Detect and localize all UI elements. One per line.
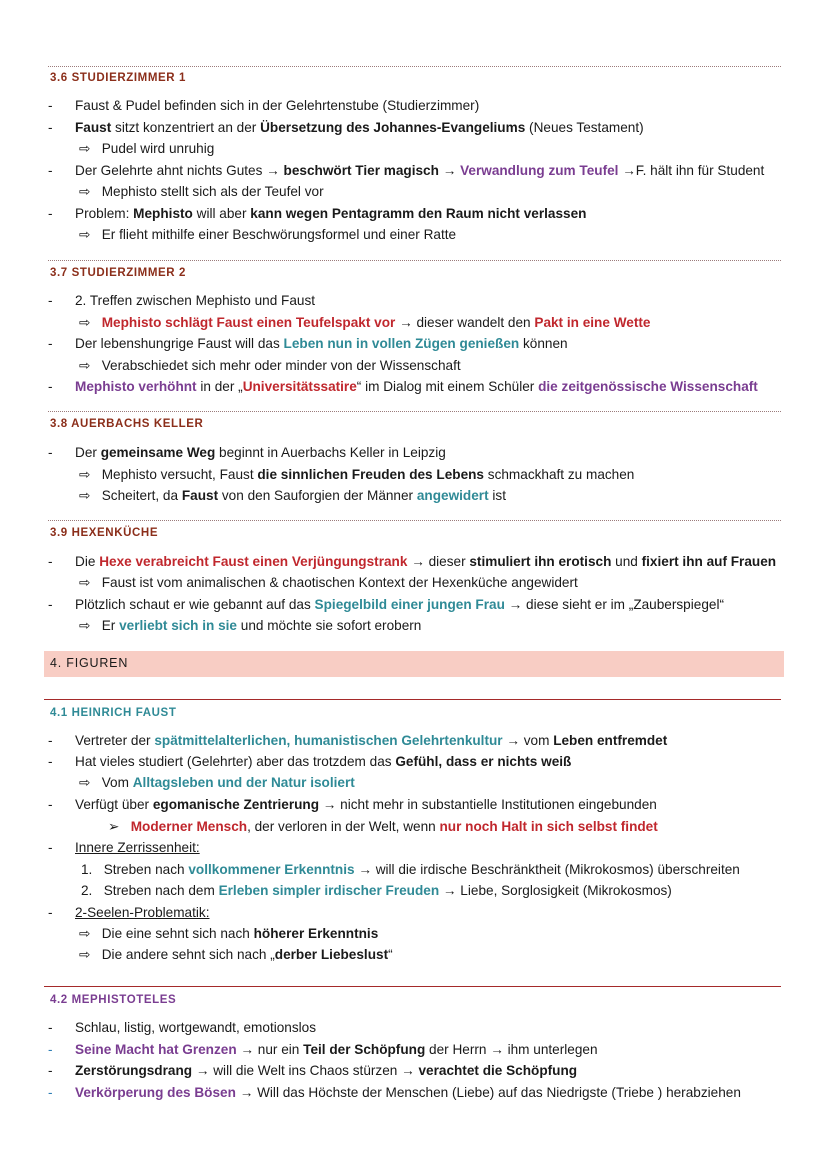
list-item: - Plötzlich schaut er wie gebannt auf das Spiegelbild einer jungen Frau → diese sieht er im „Zauberspiegel“ bbox=[48, 597, 724, 612]
divider bbox=[48, 260, 781, 261]
list-item: - Verkörperung des Bösen → Will das Höchste der Menschen (Liebe) auf das Niedrigste (Triebe ) herabziehen bbox=[48, 1085, 741, 1100]
sub-item: ⇨ Verabschiedet sich mehr oder minder von der Wissenschaft bbox=[79, 358, 461, 373]
numbered-item: 2. Streben nach dem Erleben simpler irdischer Freuden → Liebe, Sorglosigkeit (Mikrokosmos) bbox=[81, 883, 672, 898]
sub-item: ⇨ Er verliebt sich in sie und möchte sie sofort erobern bbox=[79, 618, 422, 633]
arrow-icon: ⇨ bbox=[79, 488, 91, 503]
chapter-title: 4. FIGUREN bbox=[50, 656, 129, 670]
pointer-icon: ➢ bbox=[108, 819, 120, 834]
list-item: - Verfügt über egomanische Zentrierung → nicht mehr in substantielle Institutionen eingebunden bbox=[48, 797, 657, 812]
sub-item: ⇨ Mephisto versucht, Faust die sinnlichen Freuden des Lebens schmackhaft zu machen bbox=[79, 467, 635, 482]
section-heading-3-8: 3.8 AUERBACHS KELLER bbox=[50, 418, 204, 430]
sub-item: ⇨ Die eine sehnt sich nach höherer Erkenntnis bbox=[79, 926, 379, 941]
list-item: - Mephisto verhöhnt in der „Universitätssatire“ im Dialog mit einem Schüler die zeitgenössische Wissenschaft bbox=[48, 379, 758, 394]
arrow-icon: ⇨ bbox=[79, 184, 91, 199]
list-item: - 2. Treffen zwischen Mephisto und Faust bbox=[48, 293, 316, 308]
sub-item: ⇨ Mephisto stellt sich als der Teufel vor bbox=[79, 184, 324, 199]
divider bbox=[48, 520, 781, 521]
numbered-item: 1. Streben nach vollkommener Erkenntnis → will die irdische Beschränktheit (Mikrokosmos) überschreiten bbox=[81, 862, 740, 877]
section-heading-4-2: 4.2 MEPHISTOTELES bbox=[50, 994, 177, 1006]
arrow-icon: ⇨ bbox=[79, 575, 91, 590]
section-heading-4-1: 4.1 HEINRICH FAUST bbox=[50, 707, 177, 719]
list-item: - Innere Zerrissenheit: bbox=[48, 840, 200, 855]
list-item: - Problem: Mephisto will aber kann wegen Pentagramm den Raum nicht verlassen bbox=[48, 206, 587, 221]
sub-item: ⇨ Faust ist vom animalischen & chaotischen Kontext der Hexenküche angewidert bbox=[79, 575, 578, 590]
sub-item: ⇨ Scheitert, da Faust von den Sauforgien der Männer angewidert ist bbox=[79, 488, 506, 503]
divider bbox=[48, 411, 781, 412]
arrow-icon: ⇨ bbox=[79, 358, 91, 373]
arrow-icon: ⇨ bbox=[79, 775, 91, 790]
sub-item: ⇨ Vom Alltagsleben und der Natur isoliert bbox=[79, 775, 355, 790]
sub-item: ⇨ Mephisto schlägt Faust einen Teufelspakt vor → dieser wandelt den Pakt in eine Wette bbox=[79, 315, 651, 330]
list-item: - Schlau, listig, wortgewandt, emotionslos bbox=[48, 1020, 317, 1035]
arrow-icon: ⇨ bbox=[79, 467, 91, 482]
list-item: - 2-Seelen-Problematik: bbox=[48, 905, 210, 920]
section-heading-3-6: 3.6 STUDIERZIMMER 1 bbox=[50, 72, 187, 84]
list-item: - Zerstörungsdrang → will die Welt ins Chaos stürzen → verachtet die Schöpfung bbox=[48, 1063, 578, 1078]
sub-sub-item: ➢ Moderner Mensch, der verloren in der Welt, wenn nur noch Halt in sich selbst findet bbox=[108, 819, 658, 834]
divider bbox=[44, 986, 781, 987]
chapter-band-figuren bbox=[44, 651, 784, 677]
list-item: - Vertreter der spätmittelalterlichen, humanistischen Gelehrtenkultur → vom Leben entfremdet bbox=[48, 733, 668, 748]
arrow-icon: ⇨ bbox=[79, 947, 91, 962]
list-item: - Die Hexe verabreicht Faust einen Verjüngungstrank → dieser stimuliert ihn erotisch und fixiert ihn auf Frauen bbox=[48, 554, 777, 569]
section-heading-3-7: 3.7 STUDIERZIMMER 2 bbox=[50, 267, 187, 279]
arrow-icon: ⇨ bbox=[79, 227, 91, 242]
list-item: - Der lebenshungrige Faust will das Leben nun in vollen Zügen genießen können bbox=[48, 336, 568, 351]
sub-item: ⇨ Er flieht mithilfe einer Beschwörungsformel und einer Ratte bbox=[79, 227, 457, 242]
sub-item: ⇨ Pudel wird unruhig bbox=[79, 141, 215, 156]
divider bbox=[44, 699, 781, 700]
list-item: - Der gemeinsame Weg beginnt in Auerbachs Keller in Leipzig bbox=[48, 445, 446, 460]
arrow-icon: ⇨ bbox=[79, 618, 91, 633]
arrow-icon: ⇨ bbox=[79, 141, 91, 156]
list-item: - Faust sitzt konzentriert an der Übersetzung des Johannes-Evangeliums (Neues Testament) bbox=[48, 120, 644, 135]
section-heading-3-9: 3.9 HEXENKÜCHE bbox=[50, 527, 159, 539]
arrow-icon: ⇨ bbox=[79, 315, 91, 330]
sub-item: ⇨ Die andere sehnt sich nach „derber Liebeslust“ bbox=[79, 947, 393, 962]
list-item: - Der Gelehrte ahnt nichts Gutes → beschwört Tier magisch → Verwandlung zum Teufel →F. hält ihn für Student bbox=[48, 163, 765, 178]
list-item: - Seine Macht hat Grenzen → nur ein Teil der Schöpfung der Herrn → ihm unterlegen bbox=[48, 1042, 598, 1057]
arrow-icon: ⇨ bbox=[79, 926, 91, 941]
list-item: - Hat vieles studiert (Gelehrter) aber das trotzdem das Gefühl, dass er nichts weiß bbox=[48, 754, 572, 769]
list-item: - Faust & Pudel befinden sich in der Gelehrtenstube (Studierzimmer) bbox=[48, 98, 480, 113]
divider bbox=[48, 66, 781, 67]
